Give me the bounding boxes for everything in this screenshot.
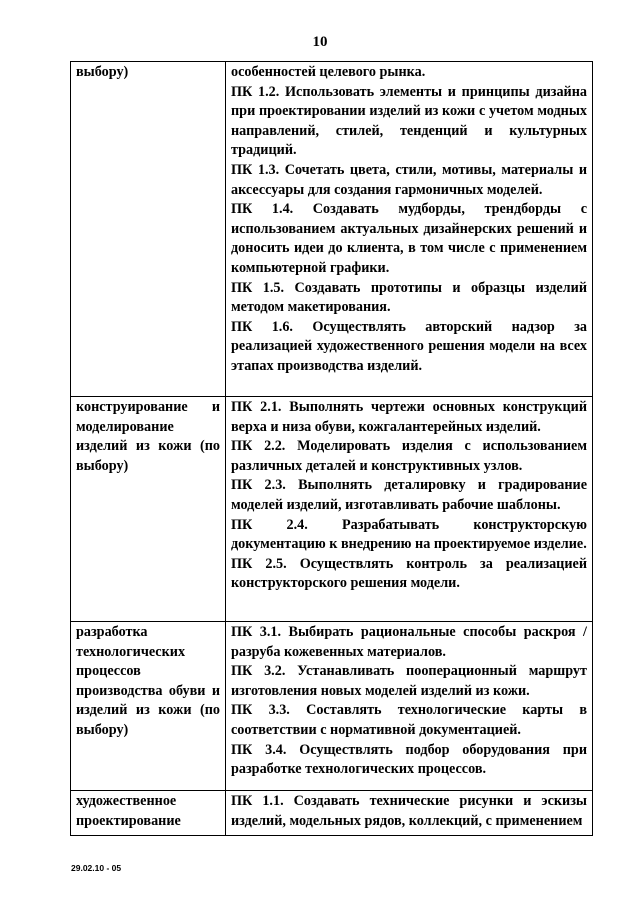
competency-text: ПК 1.3. Сочетать цвета, стили, мотивы, материалы и аксессуары для создания гармоничных моделей.: [231, 161, 587, 198]
competency-text: ПК 3.4. Осуществлять подбор оборудования при разработке технологических процессов.: [231, 741, 587, 778]
page-number: 10: [312, 34, 328, 50]
competency-text: ПК 3.1. Выбирать рациональные способы раскроя / разруба кожевенных материалов.: [231, 624, 587, 660]
competency-text: ПК 2.4. Разрабатывать конструкторскую документацию к внедрению на проектируемое изделие.: [231, 516, 587, 553]
competency-text: ПК 2.5. Осуществлять контроль за реализацией конструкторского решения модели.: [231, 555, 587, 592]
competency-text: ПК 1.4. Создавать мудборды, трендборды с использованием актуальных дизайнерских решений и доносить идеи до клиента, в том числе с применением компьютерной графики.: [231, 201, 587, 276]
competencies-cell: [226, 62, 593, 397]
competency-text: ПК 2.2. Моделировать изделия с использованием различных деталей и конструктивных узлов.: [231, 438, 587, 474]
activity-area-cell: художественное проектирование: [71, 791, 226, 836]
competencies-cell: [226, 791, 593, 836]
competency-text: ПК 1.6. Осуществлять авторский надзор за реализацией художественного решения модели на всех этапах производства изделий.: [231, 318, 587, 374]
competency-text: особенностей целевого рынка.: [231, 64, 426, 80]
competency-table: [70, 61, 593, 836]
table-row: [71, 791, 593, 836]
table-row: [71, 62, 593, 397]
activity-area-cell: выбору): [71, 62, 226, 397]
competency-text: ПК 2.3. Выполнять деталировку и градирование моделей изделий, изготавливать рабочие шаблоны.: [231, 477, 587, 513]
competencies-cell: [226, 397, 593, 622]
competency-text: ПК 3.2. Устанавливать пооперационный маршрут изготовления новых моделей изделий из кожи.: [231, 663, 587, 699]
competency-text: ПК 1.5. Создавать прототипы и образцы изделий методом макетирования.: [231, 279, 587, 316]
table-row: [71, 397, 593, 622]
activity-area-cell: конструирование и моделирование изделий из кожи (по выбору): [71, 397, 226, 622]
competency-text: ПК 3.3. Составлять технологические карты в соответствии с нормативной документацией.: [231, 702, 587, 738]
competency-text: ПК 1.2. Использовать элементы и принципы дизайна при проектировании изделий из кожи с учетом модных направлений, стилей, тенденций и культурных традиций.: [231, 83, 587, 159]
competency-text: ПК 2.1. Выполнять чертежи основных конструкций верха и низа обуви, кожгалантерейных изделий.: [231, 399, 587, 435]
competency-text: ПК 1.1. Создавать технические рисунки и эскизы изделий, модельных рядов, коллекций, с применением: [231, 793, 587, 829]
competencies-cell: [226, 622, 593, 791]
activity-area-cell: разработка технологических процессов производства обуви и изделий из кожи (по выбору): [71, 622, 226, 791]
table-row: [71, 622, 593, 791]
footer-code: 29.02.10 - 05: [71, 863, 122, 873]
